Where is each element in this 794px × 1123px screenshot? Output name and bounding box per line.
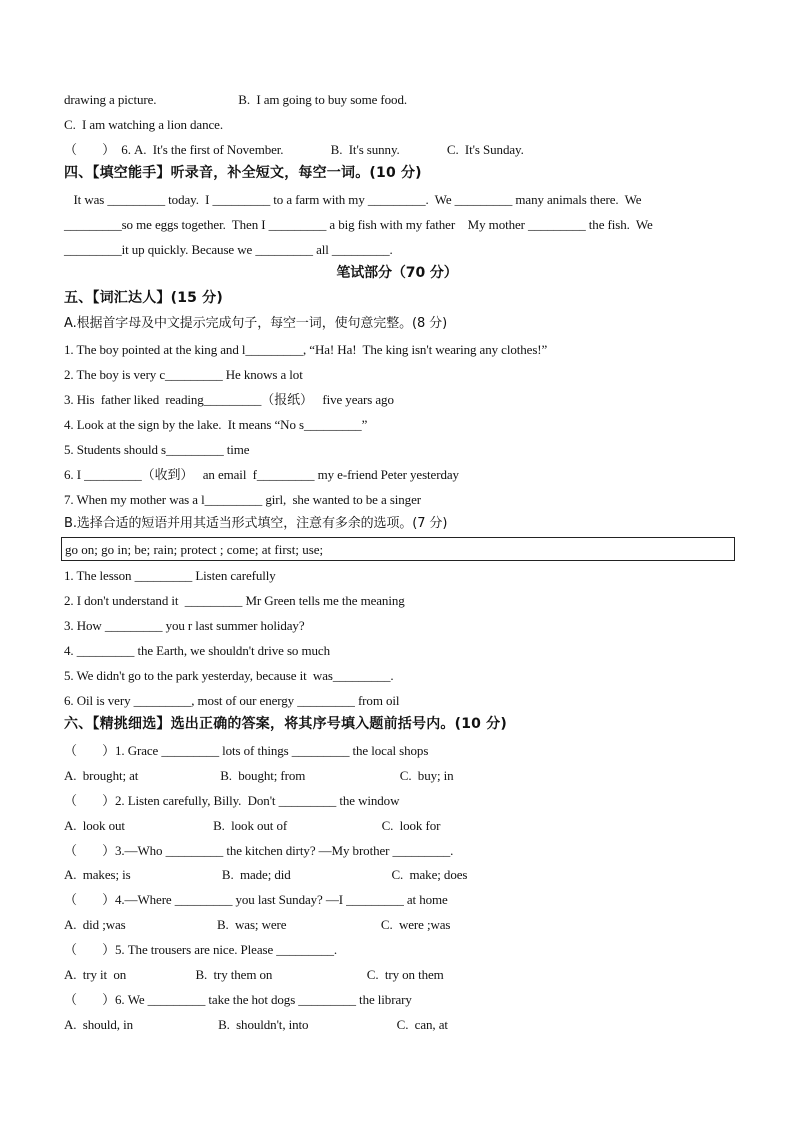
choice-question-3: （ ）3.—Who _________ the kitchen dirty? —My brother _________. [64, 843, 454, 858]
phrase-question-4: 4. _________ the Earth, we shouldn't drive so much [64, 643, 330, 658]
phrase-question-5: 5. We didn't go to the park yesterday, because it was_________. [64, 668, 394, 683]
choice-question-4: （ ）4.—Where _________ you last Sunday? —I _________ at home [64, 892, 448, 907]
written-part-heading: 笔试部分（70 分） [336, 265, 458, 281]
choice-options-4: A. did ;was B. was; were C. were ;was [64, 917, 451, 932]
part-a-instruction: A.根据首字母及中文提示完成句子，每空一词，使句意完整。(8 分) [64, 316, 448, 331]
vocab-question-1: 1. The boy pointed at the king and l_________, “Ha! Ha! The king isn't wearing any clothes!” [64, 342, 548, 357]
section-5-heading: 五、【词汇达人】(15 分) [64, 290, 223, 306]
section-4-heading: 四、【填空能手】听录音，补全短文，每空一词。(10 分) [64, 165, 422, 181]
choice-question-6: （ ）6. We _________ take the hot dogs _________ the library [64, 992, 412, 1007]
choice-question-1: （ ）1. Grace _________ lots of things _________ the local shops [64, 743, 429, 758]
vocab-question-4: 4. Look at the sign by the lake. It means “No s_________” [64, 417, 368, 432]
vocab-question-6: 6. I _________（收到） an email f_________ my e-friend Peter yesterday [64, 467, 459, 482]
listening-line: drawing a picture. B. I am going to buy some food. [64, 92, 407, 107]
choice-question-2: （ ）2. Listen carefully, Billy. Don't _________ the window [64, 793, 400, 808]
part-b-instruction: B.选择合适的短语并用其适当形式填空，注意有多余的选项。(7 分) [64, 516, 448, 531]
listening-question-6: （ ） 6. A. It's the first of November. B. It's sunny. C. It's Sunday. [64, 142, 524, 157]
choice-question-5: （ ）5. The trousers are nice. Please _________. [64, 942, 338, 957]
phrase-question-6: 6. Oil is very _________, most of our energy _________ from oil [64, 693, 400, 708]
phrase-question-2: 2. I don't understand it _________ Mr Green tells me the meaning [64, 593, 405, 608]
choice-options-1: A. brought; at B. bought; from C. buy; in [64, 768, 454, 783]
choice-options-3: A. makes; is B. made; did C. make; does [64, 867, 468, 882]
choice-options-6: A. should, in B. shouldn't, into C. can, at [64, 1017, 448, 1032]
choice-options-5: A. try it on B. try them on C. try on them [64, 967, 444, 982]
passage-line-2: _________so me eggs together. Then I _________ a big fish with my father My mother _________ the fish. We [64, 217, 653, 232]
vocab-question-7: 7. When my mother was a l_________ girl, she wanted to be a singer [64, 492, 421, 507]
passage-line-1: It was _________ today. I _________ to a farm with my _________. We _________ many animals there. We [64, 192, 642, 207]
choice-options-2: A. look out B. look out of C. look for [64, 818, 441, 833]
word-bank-box [61, 537, 735, 561]
vocab-question-3: 3. His father liked reading_________（报纸） five years ago [64, 392, 394, 407]
phrase-question-3: 3. How _________ you r last summer holiday? [64, 618, 305, 633]
vocab-question-5: 5. Students should s_________ time [64, 442, 250, 457]
section-6-heading: 六、【精挑细选】选出正确的答案，将其序号填入题前括号内。(10 分) [64, 716, 507, 732]
vocab-question-2: 2. The boy is very c_________ He knows a lot [64, 367, 303, 382]
phrase-question-1: 1. The lesson _________ Listen carefully [64, 568, 276, 583]
passage-line-3: _________it up quickly. Because we _________ all _________. [64, 242, 393, 257]
word-bank-text: go on; go in; be; rain; protect ; come; at first; use; [65, 542, 324, 557]
listening-line: C. I am watching a lion dance. [64, 117, 223, 132]
